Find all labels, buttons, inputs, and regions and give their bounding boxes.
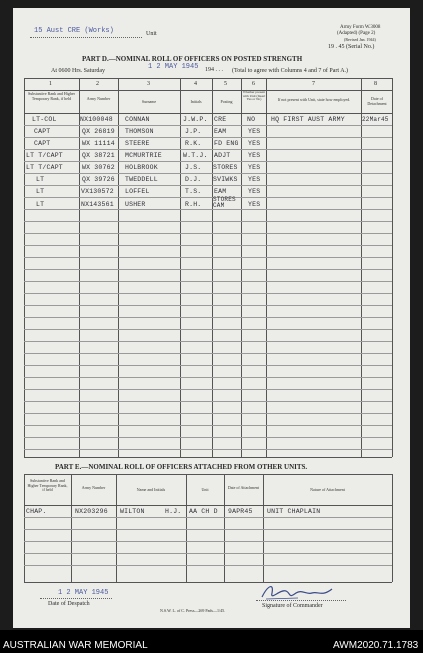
signature-dotted-line	[256, 600, 346, 601]
cell-posting: EAM	[214, 128, 227, 135]
ruled-line	[24, 305, 392, 306]
despatch-dotted-line	[40, 598, 112, 599]
printer-imprint: N.S.W. L. of C. Press—269 Pads—1/45.	[160, 608, 226, 613]
cell-initials: D.J.	[185, 176, 202, 183]
col-header-name: Name and Initials	[136, 487, 166, 492]
cell-initials: T.S.	[185, 188, 202, 195]
ruled-line	[24, 389, 392, 390]
ruled-line	[24, 529, 392, 530]
cell-rank: LT T/CAPT	[26, 164, 63, 171]
cell-present: NO	[247, 116, 256, 123]
col-number: 4	[194, 81, 197, 87]
ruled-line	[24, 173, 392, 174]
col-header-present: Whether present with Unit (Insert Yes or No)	[242, 90, 266, 102]
cell-surname: HOLBROOK	[125, 164, 158, 171]
ruled-line	[24, 401, 392, 402]
col-number: 2	[96, 81, 99, 87]
col-header-unit: Unit	[201, 487, 209, 492]
cell-initials: H.J.	[165, 508, 182, 515]
cell-number: WX 11114	[82, 140, 115, 147]
cell-rank: LT	[36, 176, 45, 183]
year-suffix: 194 . . .	[205, 67, 223, 73]
ruled-line	[24, 257, 392, 258]
cell-rank: CAPT	[34, 140, 51, 147]
ruled-line	[24, 125, 392, 126]
cell-posting: STORES	[213, 164, 238, 171]
ruled-line	[24, 365, 392, 366]
col-number: 8	[374, 81, 377, 87]
ruled-line	[24, 425, 392, 426]
unit-dotted-line	[30, 37, 142, 38]
ruled-line	[24, 341, 392, 342]
ruled-line	[24, 517, 392, 518]
cell-number: VX130572	[81, 188, 114, 195]
cell-number: NX203296	[75, 508, 108, 515]
cell-number: WX 30762	[82, 164, 115, 171]
table-rule	[24, 474, 392, 475]
cell-number: NX100048	[80, 116, 113, 123]
cell-present: YES	[248, 176, 261, 183]
cell-unit: AA CH D	[189, 508, 218, 515]
ruled-line	[24, 353, 392, 354]
ruled-line	[24, 413, 392, 414]
part-d-title: PART D.—NOMINAL ROLL OF OFFICERS ON POSTED STRENGTH	[82, 55, 303, 63]
col-divider	[392, 474, 393, 582]
total-note: (Total to agree with Columns 4 and 7 of Part A.)	[232, 68, 349, 74]
cell-name: WILTON	[120, 508, 145, 515]
unit-stamp: 15 Aust CRE (Works)	[34, 27, 114, 35]
col-header-posting: Posting	[220, 99, 233, 104]
cell-surname: MCMURTRIE	[125, 152, 162, 159]
cell-posting: STORES CAM	[213, 196, 236, 209]
col-header-surname: Surname	[141, 99, 157, 104]
col-divider	[392, 78, 393, 457]
ruled-line	[24, 317, 392, 318]
cell-surname: TWEDDELL	[125, 176, 158, 183]
cell-number: QX 39726	[82, 176, 115, 183]
cell-initials: J.W.P.	[183, 116, 208, 123]
ruled-line	[24, 137, 392, 138]
col-number: 6	[252, 81, 255, 87]
cell-initials: J.P.	[185, 128, 202, 135]
cell-present: YES	[248, 164, 261, 171]
part-e-title: PART E.—NOMINAL ROLL OF OFFICERS ATTACHED FROM OTHER UNITS.	[55, 463, 308, 471]
ruled-line	[24, 329, 392, 330]
ruled-line	[24, 269, 392, 270]
cell-posting: EAM	[214, 188, 227, 195]
col-number: 1	[49, 81, 52, 87]
serial-number: 19 . 45 (Serial No.)	[328, 44, 375, 50]
ruled-line	[24, 161, 392, 162]
cell-rank: LT T/CAPT	[26, 152, 63, 159]
cell-number: NX143561	[81, 201, 114, 208]
cell-initials: J.S.	[185, 164, 202, 171]
form-revised: (Revised Jan. 1944)	[344, 37, 376, 42]
cell-rank: LT-COL	[32, 116, 57, 123]
cell-nature: UNIT CHAPLAIN	[267, 508, 321, 515]
cell-surname: STEERE	[125, 140, 150, 147]
cell-present: YES	[248, 152, 261, 159]
cell-posting: FD ENG	[214, 140, 239, 147]
cell-rank: LT	[36, 201, 45, 208]
cell-posting: ADJT	[214, 152, 231, 159]
col-number: 3	[147, 81, 150, 87]
col-header-employed: If not present with Unit, state how employed.	[277, 97, 351, 102]
ruled-line	[24, 245, 392, 246]
cell-surname: CONNAN	[125, 116, 150, 123]
ruled-line	[24, 449, 392, 450]
col-header-number: Army Number	[81, 485, 106, 490]
col-header-nature: Nature of Attachment	[310, 487, 345, 492]
cell-initials: R.K.	[185, 140, 202, 147]
cell-rank: LT	[36, 188, 45, 195]
cell-initials: R.H.	[185, 201, 202, 208]
archive-footer	[0, 630, 423, 653]
archive-name: AUSTRALIAN WAR MEMORIAL	[3, 640, 148, 651]
cell-posting: SVIWKS	[213, 176, 238, 183]
at-time-label: At 0600 Hrs. Saturday	[51, 68, 105, 74]
col-header-initials: Initials	[190, 99, 202, 104]
table-rule	[24, 457, 392, 458]
commander-signature	[258, 581, 338, 605]
ruled-line	[24, 149, 392, 150]
ruled-line	[24, 377, 392, 378]
date-stamp: 1 2 MAY 1945	[148, 63, 199, 71]
ruled-line	[24, 209, 392, 210]
cell-present: YES	[248, 128, 261, 135]
col-header-date: Date of Attachment	[227, 485, 260, 490]
cell-present: YES	[248, 201, 261, 208]
col-header-number: Army Number	[86, 96, 111, 101]
ruled-line	[24, 233, 392, 234]
ruled-line	[24, 565, 392, 566]
col-header-date: Date of Detachment	[367, 96, 387, 106]
col-number: 7	[312, 81, 315, 87]
ruled-line	[24, 541, 392, 542]
cell-date: 9APR45	[228, 508, 253, 515]
cell-date: 22Mar45	[362, 116, 389, 123]
ruled-line	[24, 437, 392, 438]
col-header-rank: Substantive Rank and Higher Temporary Rank, if held	[28, 91, 75, 101]
col-number: 5	[224, 81, 227, 87]
col-header-rank: Substantive Rank and Higher Temporary Rank, if held	[27, 478, 68, 493]
cell-surname: LOFFEL	[125, 188, 150, 195]
archive-accession: AWM2020.71.1783	[333, 640, 419, 651]
unit-label: Unit	[146, 31, 157, 37]
cell-surname: THOMSON	[125, 128, 154, 135]
form-number: Army Form W.3008	[340, 25, 381, 30]
cell-rank: CHAP.	[26, 508, 47, 515]
ruled-line	[24, 221, 392, 222]
cell-number: QX 26819	[82, 128, 115, 135]
cell-initials: W.T.J.	[183, 152, 208, 159]
cell-present: YES	[248, 140, 261, 147]
despatch-date-stamp: 1 2 MAY 1945	[58, 589, 109, 597]
form-adapted: (Adapted) (Page 2)	[337, 31, 376, 36]
ruled-line	[24, 553, 392, 554]
cell-employed: HQ FIRST AUST ARMY	[271, 116, 345, 123]
table-rule	[24, 505, 392, 506]
ruled-line	[24, 281, 392, 282]
cell-surname: USHER	[125, 201, 146, 208]
ruled-line	[24, 197, 392, 198]
signature-label: Signature of Commander	[262, 603, 323, 609]
cell-present: YES	[248, 188, 261, 195]
cell-rank: CAPT	[34, 128, 51, 135]
cell-number: QX 38721	[82, 152, 115, 159]
ruled-line	[24, 185, 392, 186]
ruled-line	[24, 293, 392, 294]
despatch-label: Date of Despatch	[48, 601, 90, 607]
cell-posting: CRE	[214, 116, 227, 123]
